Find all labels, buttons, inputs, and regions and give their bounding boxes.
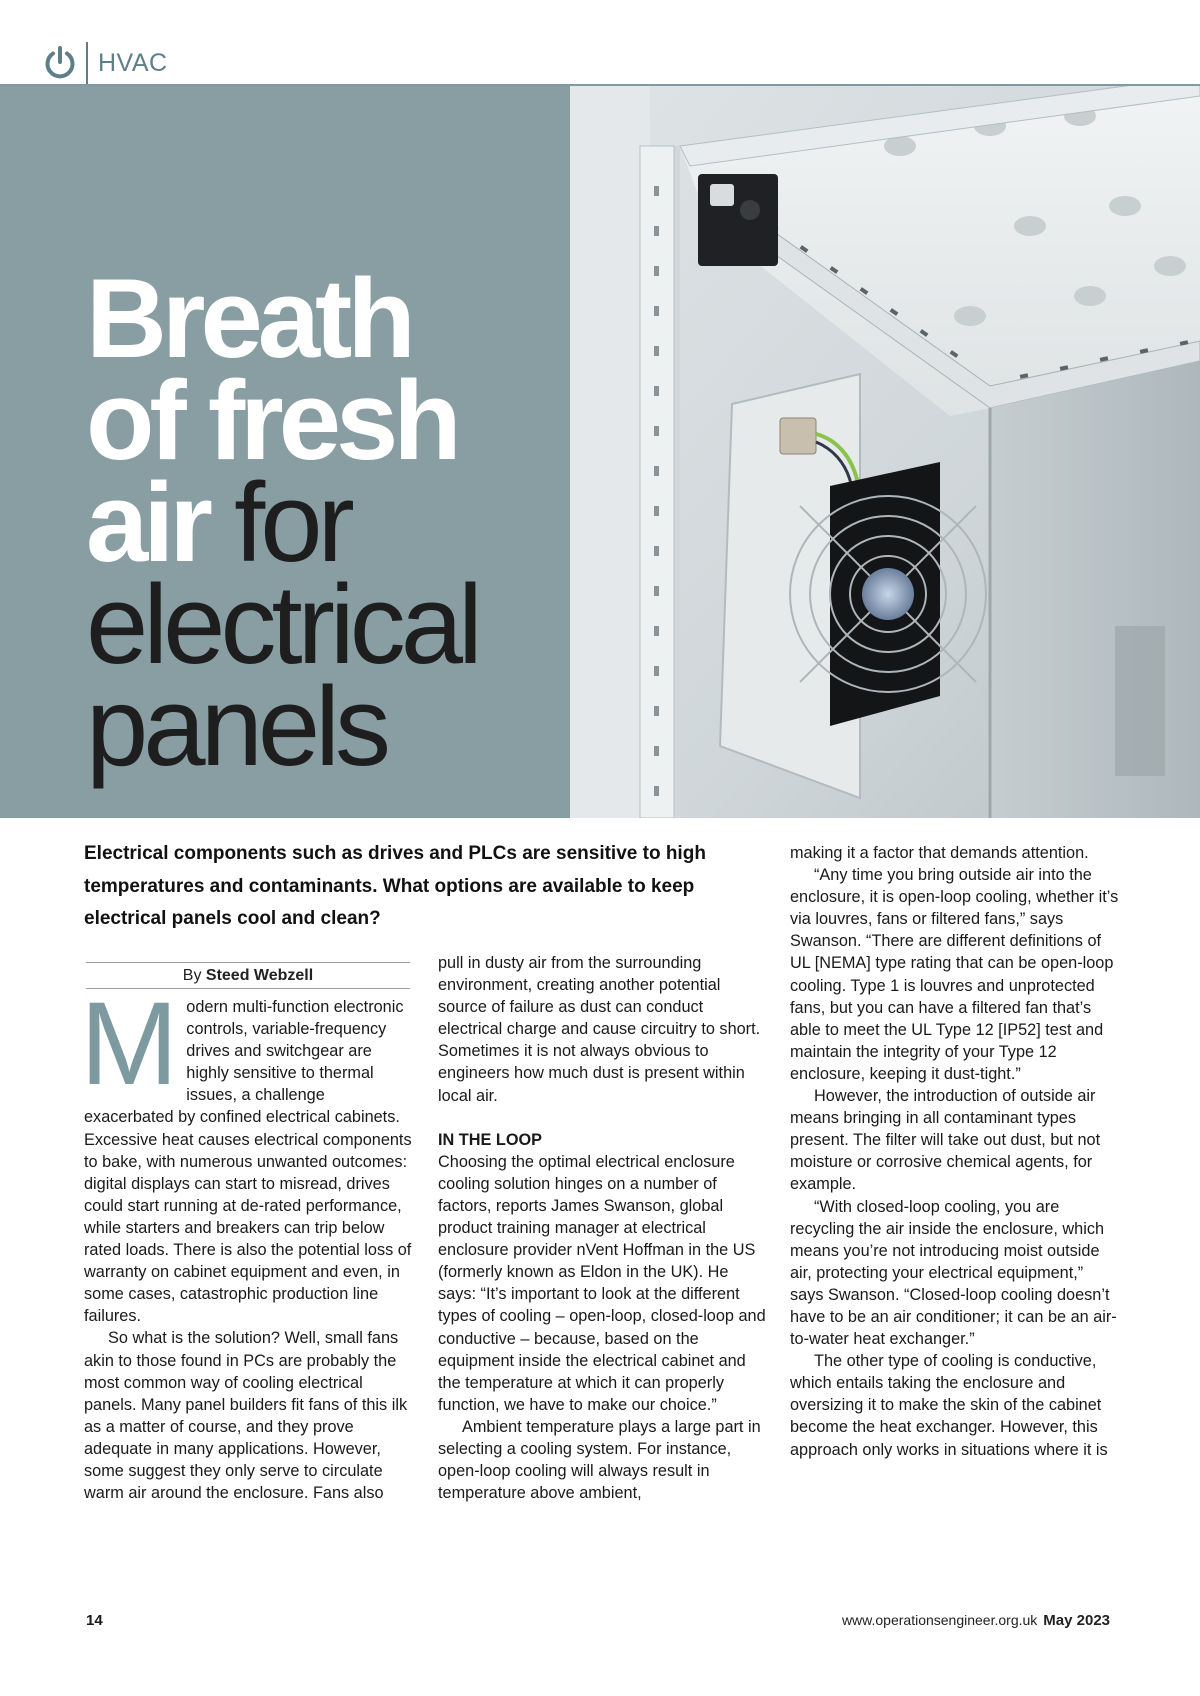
hero-title-panel (0, 86, 570, 818)
body-paragraph: Choosing the optimal electrical enclosure cooling solution hinges on a number of factors, reports James Swanson, global product training manager at electrical enclosure provider nVent Hoffman in the US (formerly known as Eldon in the UK). He says: “It’s important to look at the different types of cooling – open-loop, closed-loop and conductive – because, based on the equipment inside the electrical cabinet and the temperature at which it can properly function, we have to make our choice.” (438, 1152, 766, 1414)
body-paragraph: pull in dusty air from the surrounding environment, creating another potential source of failure as dust can conduct electrical charge and cause circuitry to short. Sometimes it is not always obvious to engineers how much dust is present within local air. (438, 954, 761, 1105)
header-divider (86, 42, 88, 84)
standfirst: Electrical components such as drives and PLCs are sensitive to high temperatures and contaminants. What options are available to keep electrical panels cool and clean? (84, 843, 706, 929)
article-title (86, 256, 478, 789)
body-paragraph: “Any time you bring outside air into the enclosure, it is open-loop cooling, whether it’s via louvres, fans or filtered fans,” says Swanson. “There are different definitions of UL [NEMA] type rating that can be open-loop cooling. Type 1 is louvres and unprotected fans, but you can have a filtered fan that’s able to meet the UL Type 12 [IP52] test and maintain the integrity of your Type 12 enclosure, keeping it dust-tight.” (790, 866, 1119, 1083)
power-icon (42, 45, 78, 81)
drop-cap: M (80, 978, 179, 1110)
title-line-3-bold: air (86, 460, 208, 585)
section-header (42, 42, 168, 84)
hero (0, 86, 1200, 818)
title-line-2: of fresh (86, 358, 457, 483)
body-paragraph: Ambient temperature plays a large part in selecting a cooling system. For instance, open-loop cooling will always result in temperature above ambient, (438, 1417, 761, 1503)
section-label: HVAC (98, 48, 168, 77)
body-paragraph: So what is the solution? Well, small fans akin to those found in PCs are probably the most common way of cooling electrical panels. Many panel builders fit fans of this ilk as a matter of course, and they prove adequate in many applications. However, some suggest they only serve to circulate warm air around the enclosure. Fans also (84, 1329, 408, 1503)
cabinet-fan-photo (570, 86, 1200, 818)
article-column-3 (790, 842, 1120, 1461)
body-paragraph: “With closed-loop cooling, you are recycling the air inside the enclosure, which means you’re not introducing moist outside air, protecting your electrical equipment,” says Swanson. “Closed-loop cooling doesn’t have to be an air conditioner; it can be an air-to-water heat exchanger.” (790, 1197, 1117, 1349)
title-line-5: panels (86, 664, 387, 789)
footer-url: www.operationsengineer.org.uk (841, 1612, 1038, 1628)
footer-date: May 2023 (1043, 1612, 1110, 1629)
byline-prefix: By (182, 967, 206, 984)
article-column-1 (80, 978, 414, 1504)
page-number: 14 (86, 1612, 103, 1629)
body-paragraph: The other type of cooling is conductive, which entails taking the enclosure and oversizing it to make the skin of the cabinet become the heat exchanger. However, this approach only works in situations where it is (790, 1352, 1108, 1459)
body-paragraph: However, the introduction of outside air means bringing in all contaminant types present. The filter will take out dust, but not moisture or corrosive chemical agents, for example. (790, 1087, 1101, 1194)
byline-author: Steed Webzell (205, 967, 314, 984)
subheading: IN THE LOOP (438, 1130, 543, 1149)
body-paragraph: making it a factor that demands attention. (790, 844, 1089, 862)
body-paragraph: odern multi-function electronic controls, variable-frequency drives and switchgear are highly sensitive to thermal issues, a challenge exacerbated by confined electrical cabinets. Excessive heat causes electrical components to bake, with numerous unwanted outcomes: digital displays can start to misread, drives could start running at de-rated performance, while starters and breakers can trip below rated loads. There is also the potential loss of warranty on cabinet equipment and even, in some cases, catastrophic production line failures. (84, 998, 412, 1326)
title-line-3-light: for (208, 460, 350, 585)
title-line-4: electrical (86, 562, 478, 687)
article-column-2 (438, 952, 768, 1504)
footer-info (842, 1612, 1110, 1629)
title-line-1: Breath (86, 256, 411, 381)
